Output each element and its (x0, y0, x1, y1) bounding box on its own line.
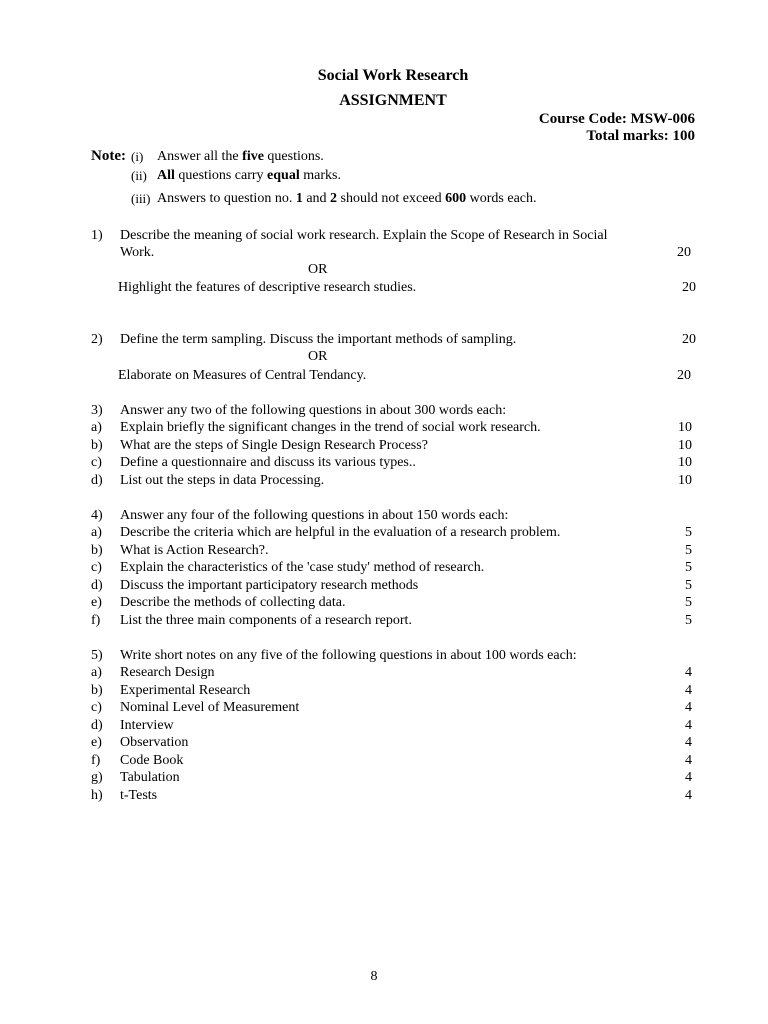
question-marks: 20 (677, 368, 691, 383)
sub-question-text: Tabulation (120, 770, 180, 785)
sub-question-marks: 5 (685, 595, 692, 610)
sub-question-text: Research Design (120, 665, 215, 680)
sub-question-label: d) (91, 717, 103, 733)
sub-question-label: d) (91, 472, 103, 488)
page-number: 8 (370, 969, 378, 984)
sub-question-text: Explain briefly the significant changes in the trend of social work research. (120, 420, 541, 435)
sub-question-marks: 4 (685, 700, 692, 715)
sub-question-label: b) (91, 437, 103, 453)
question-marks: 20 (682, 332, 696, 347)
sub-question-text: Discuss the important participatory research methods (120, 577, 419, 593)
question-intro: Answer any two of the following questions in about 300 words each: (120, 403, 507, 418)
sub-question-marks: 5 (685, 560, 692, 575)
sub-question-label: d) (91, 577, 103, 593)
sub-question-marks: 10 (678, 472, 692, 488)
sub-question-marks: 5 (685, 612, 692, 628)
sub-question-label: e) (91, 735, 102, 750)
sub-question-text: Describe the methods of collecting data. (120, 595, 346, 610)
sub-question-marks: 10 (678, 437, 692, 453)
question-number: 3) (91, 403, 103, 418)
sub-question-label: h) (91, 787, 103, 803)
sub-question-marks: 4 (685, 682, 692, 698)
sub-question-text: What are the steps of Single Design Research Process? (120, 437, 428, 453)
sub-question-label: a) (91, 420, 102, 435)
sub-question-text: What is Action Research?. (120, 542, 269, 558)
sub-question-label: c) (91, 455, 102, 470)
sub-question-text: Explain the characteristics of the 'case study' method of research. (120, 560, 485, 575)
total-marks: Total marks: 100 (586, 128, 695, 144)
sub-question-marks: 4 (685, 752, 692, 768)
sub-question-label: a) (91, 665, 102, 680)
sub-question-marks: 4 (685, 665, 692, 680)
sub-question-marks: 4 (685, 787, 692, 803)
question-intro: Answer any four of the following questions in about 150 words each: (120, 508, 509, 523)
sub-question-label: b) (91, 682, 103, 698)
sub-question-text: Experimental Research (120, 682, 251, 698)
question-alt-text: Highlight the features of descriptive research studies. (118, 280, 417, 295)
sub-question-label: f) (91, 752, 101, 768)
or-divider: OR (308, 349, 328, 364)
sub-question-marks: 5 (685, 542, 692, 558)
sub-question-text: Observation (120, 735, 189, 750)
question-marks: 20 (682, 280, 696, 295)
sub-question-label: b) (91, 542, 103, 558)
sub-question-text: Code Book (120, 752, 184, 768)
note-item-text: Answers to question no. 1 and 2 should not exceed 600 words each. (157, 191, 537, 206)
sub-question-label: e) (91, 595, 102, 610)
or-divider: OR (308, 262, 328, 277)
question-intro: Write short notes on any five of the following questions in about 100 words each: (120, 648, 577, 663)
sub-question-label: g) (91, 770, 103, 785)
question-number: 4) (91, 508, 103, 523)
question-text: Describe the meaning of social work research. Explain the Scope of Research in Social (120, 228, 608, 243)
question-marks: 20 (677, 245, 691, 260)
sub-question-text: t-Tests (120, 787, 158, 803)
note-item-num: (i) (131, 149, 144, 164)
sub-question-marks: 4 (685, 717, 692, 733)
sub-question-label: a) (91, 525, 102, 540)
sub-question-text: Nominal Level of Measurement (120, 700, 300, 715)
question-text: Work. (120, 245, 155, 260)
question-number: 1) (91, 228, 103, 243)
sub-question-label: c) (91, 700, 102, 715)
note-item-text: Answer all the five questions. (157, 149, 324, 164)
sub-question-text: Describe the criteria which are helpful in the evaluation of a research problem. (120, 525, 561, 540)
note-item-text: All questions carry equal marks. (157, 168, 341, 183)
question-alt-text: Elaborate on Measures of Central Tendancy. (118, 368, 367, 383)
sub-question-marks: 5 (685, 525, 692, 540)
sub-question-marks: 4 (685, 770, 692, 785)
sub-question-marks: 5 (685, 577, 692, 593)
document-subtitle: ASSIGNMENT (339, 92, 447, 109)
sub-question-text: List the three main components of a research report. (120, 612, 412, 628)
note-item-num: (iii) (131, 191, 151, 206)
question-text: Define the term sampling. Discuss the important methods of sampling. (120, 332, 517, 347)
sub-question-marks: 4 (685, 735, 692, 750)
sub-question-label: c) (91, 560, 102, 575)
sub-question-label: f) (91, 612, 101, 628)
document-title: Social Work Research (317, 67, 469, 84)
sub-question-text: List out the steps in data Processing. (120, 472, 325, 488)
sub-question-text: Interview (120, 717, 174, 733)
note-item-num: (ii) (131, 168, 147, 183)
note-label: Note: (91, 148, 126, 164)
sub-question-marks: 10 (678, 420, 692, 435)
course-code: Course Code: MSW-006 (538, 111, 695, 127)
sub-question-marks: 10 (678, 455, 692, 470)
question-number: 2) (91, 332, 103, 347)
sub-question-text: Define a questionnaire and discuss its various types.. (120, 455, 416, 470)
question-number: 5) (91, 648, 103, 663)
